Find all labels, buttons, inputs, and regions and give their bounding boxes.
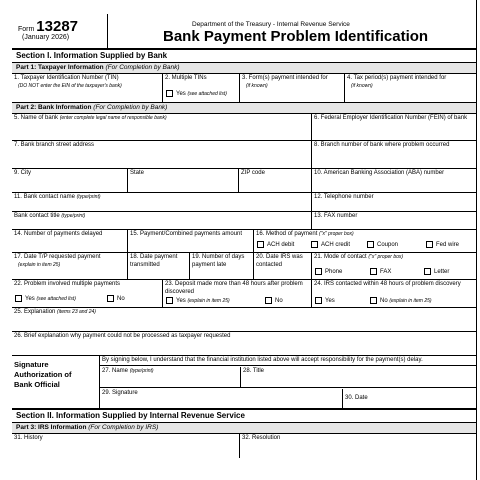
form-page [12, 0, 477, 480]
part-2-title: Part 2: Bank Information (For Completion by Bank) [12, 103, 476, 114]
days-late-field[interactable]: 19. Number of days payment late [189, 253, 253, 279]
contact-mode-field: 21. Mode of contact ("x" proper box) Phone FAX Letter [311, 253, 476, 279]
bank-name-field[interactable]: 5. Name of bank (enter complete legal name of responsible bank) [14, 115, 167, 121]
fax-number-field[interactable]: 13. FAX number [311, 212, 476, 229]
payment-row [12, 230, 476, 253]
form-header [12, 0, 476, 50]
city-row [12, 169, 476, 193]
problem-row [12, 280, 476, 308]
explanation-field[interactable]: 25. Explanation (items 23 and 24) [14, 309, 96, 315]
department-name: Department of the Treasury - Internal Revenue Service [192, 21, 350, 28]
history-field[interactable]: 31. History [14, 435, 43, 441]
form-title: Bank Payment Problem Identification [163, 28, 429, 45]
city-field[interactable]: 9. City [14, 170, 32, 176]
contact-title-row [12, 212, 476, 230]
fed-wire-checkbox[interactable] [426, 241, 433, 248]
branch-number-field[interactable]: 8. Branch number of bank where problem occurred [311, 141, 476, 168]
irs-info-row [12, 434, 476, 458]
header-divider [107, 14, 108, 48]
late-deposit-field: 23. Deposit made more than 48 hours after problem discovered Yes (explain in item 25) No [162, 280, 311, 307]
coupon-checkbox[interactable] [367, 241, 374, 248]
signature-block [12, 356, 476, 410]
part-3-title: Part 3: IRS Information (For Completion by IRS) [12, 423, 476, 434]
payments-delayed-field[interactable]: 14. Number of payments delayed [14, 231, 103, 237]
bank-name-row [12, 114, 476, 141]
letter-checkbox[interactable] [424, 268, 431, 275]
official-title-field[interactable]: 28. Title [240, 367, 476, 388]
dates-row [12, 253, 476, 280]
irs-contacted-yes-checkbox[interactable] [315, 297, 322, 304]
tax-periods-field[interactable]: 4. Tax period(s) payment intended for (if known) [344, 74, 476, 102]
ach-debit-checkbox[interactable] [257, 241, 264, 248]
section-2-title: Section II. Information Supplied by Internal Revenue Service [12, 410, 476, 423]
forms-intended-field[interactable]: 3. Form(s) payment intended for (if known) [239, 74, 344, 102]
multiple-payments-field: 22. Problem involved multiple payments Yes (see attached list) No [14, 281, 125, 303]
bank-fein-field[interactable]: 6. Federal Employer Identification Number (FEIN) of bank [311, 114, 476, 140]
bank-contact-title-field[interactable]: Bank contact title (type/print) [14, 213, 86, 219]
part-1-title: Part 1: Taxpayer Information (For Completion by Bank) [12, 63, 476, 74]
payment-method-field: 16. Method of payment ("x" proper box) ACH debit ACH credit Coupon Fed wire [253, 230, 476, 252]
late-deposit-no-checkbox[interactable] [265, 297, 272, 304]
fax-checkbox[interactable] [370, 268, 377, 275]
multiple-payments-no-checkbox[interactable] [107, 295, 114, 302]
telephone-field[interactable]: 12. Telephone number [311, 193, 476, 211]
form-number: Form 13287 [18, 18, 79, 35]
payment-amount-field[interactable]: 15. Payment/Combined payments amount [127, 230, 253, 252]
tin-field[interactable]: 1. Taxpayer Identification Number (TIN) (DO NOT enter the EIN of the taxpayer's bank) [14, 75, 122, 89]
official-name-field[interactable]: 27. Name (type/print) [100, 367, 240, 388]
bank-contact-name-field[interactable]: 11. Bank contact name (type/print) [14, 194, 101, 200]
irs-contact-date-field[interactable]: 20. Date IRS was contacted [253, 253, 311, 279]
transmitted-date-field[interactable]: 18. Date payment transmitted [127, 253, 189, 279]
brief-explanation-row [12, 332, 476, 356]
signature-fields [99, 356, 476, 408]
state-field[interactable]: State [127, 169, 238, 192]
ach-credit-checkbox[interactable] [311, 241, 318, 248]
form-date: (January 2026) [22, 34, 70, 41]
late-deposit-yes-checkbox[interactable] [166, 297, 173, 304]
aba-number-field[interactable]: 10. American Banking Association (ABA) number [311, 169, 476, 192]
zip-field[interactable]: ZIP code [238, 169, 311, 192]
phone-checkbox[interactable] [315, 268, 322, 275]
irs-contacted-field: 24. IRS contacted within 48 hours of problem discovery Yes No (explain in item 25) [311, 280, 476, 307]
explanation-row [12, 308, 476, 332]
taxpayer-info-row [12, 74, 476, 103]
bank-address-field[interactable]: 7. Bank branch street address [14, 142, 95, 148]
section-1-title: Section I. Information Supplied by Bank [12, 50, 476, 63]
signature-date-field[interactable]: 30. Date [342, 389, 476, 408]
contact-name-row [12, 193, 476, 212]
signature-statement: By signing below, I understand that the financial institution listed above will accept responsibility for the payment(s) delay. [100, 356, 476, 366]
signature-heading: Signature Authorization of Bank Official [14, 360, 72, 389]
multiple-payments-yes-checkbox[interactable] [15, 295, 22, 302]
requested-date-field[interactable]: 17. Date T/P requested payment (explain in item 25) [14, 254, 101, 268]
brief-explanation-field[interactable]: 26. Brief explanation why payment could not be processed as taxpayer requested [14, 333, 231, 339]
irs-contacted-no-checkbox[interactable] [370, 297, 377, 304]
resolution-field[interactable]: 32. Resolution [239, 434, 476, 458]
bank-address-row [12, 141, 476, 169]
official-signature-field[interactable]: 29. Signature [102, 390, 138, 396]
multiple-tins-yes-checkbox[interactable] [166, 90, 173, 97]
multiple-tins-field: 2. Multiple TINs Yes (see attached list) [162, 74, 239, 102]
